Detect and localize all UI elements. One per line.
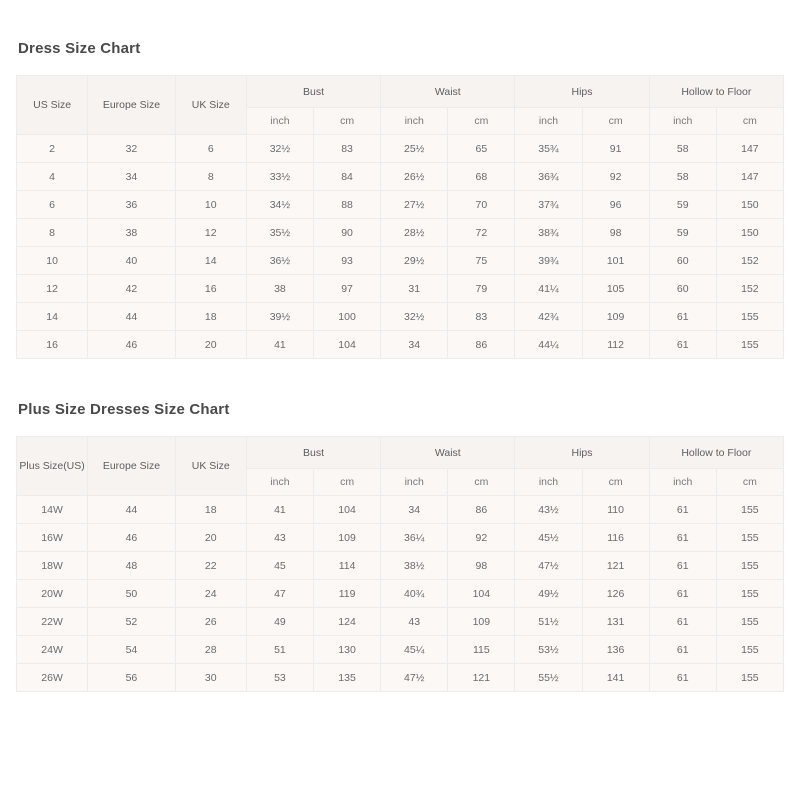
cell-hollow-cm: 155 [716, 331, 783, 359]
table-row [17, 135, 784, 163]
cell-waist-cm: 83 [448, 303, 515, 331]
cell-hips-inch: 41¼ [515, 275, 582, 303]
cell-hips-cm: 126 [582, 580, 649, 608]
cell-bust-cm: 124 [314, 608, 381, 636]
cell-waist-inch: 26½ [381, 163, 448, 191]
cell-waist-inch: 43 [381, 608, 448, 636]
page-title-dress-size-chart: Dress Size Chart [18, 40, 141, 57]
cell-us-size: 2 [17, 135, 88, 163]
unit-hollow-inch: inch [649, 108, 716, 135]
cell-hollow-inch: 61 [649, 496, 716, 524]
cell-hollow-inch: 58 [649, 135, 716, 163]
cell-europe-size: 46 [88, 331, 175, 359]
cell-waist-cm: 72 [448, 219, 515, 247]
cell-plus-size: 18W [17, 552, 88, 580]
cell-uk-size: 18 [175, 303, 246, 331]
cell-bust-cm: 104 [314, 496, 381, 524]
cell-hips-inch: 51½ [515, 608, 582, 636]
cell-waist-inch: 36¼ [381, 524, 448, 552]
cell-us-size: 16 [17, 331, 88, 359]
table-row [17, 191, 784, 219]
cell-waist-inch: 29½ [381, 247, 448, 275]
cell-waist-inch: 25½ [381, 135, 448, 163]
cell-hollow-cm: 150 [716, 219, 783, 247]
cell-hips-inch: 53½ [515, 636, 582, 664]
cell-hollow-cm: 147 [716, 135, 783, 163]
cell-hips-inch: 37¾ [515, 191, 582, 219]
cell-hips-inch: 35¾ [515, 135, 582, 163]
table-row [17, 247, 784, 275]
cell-hollow-inch: 61 [649, 331, 716, 359]
cell-bust-inch: 35½ [246, 219, 313, 247]
cell-hips-cm: 98 [582, 219, 649, 247]
cell-waist-cm: 65 [448, 135, 515, 163]
cell-waist-inch: 28½ [381, 219, 448, 247]
column-header-hollow-to-floor: Hollow to Floor [649, 76, 783, 108]
column-header-plus-size-us: Plus Size(US) [17, 437, 88, 496]
cell-uk-size: 26 [175, 608, 246, 636]
cell-us-size: 12 [17, 275, 88, 303]
cell-bust-cm: 109 [314, 524, 381, 552]
cell-us-size: 8 [17, 219, 88, 247]
cell-uk-size: 16 [175, 275, 246, 303]
table-row [17, 331, 784, 359]
cell-hollow-inch: 59 [649, 191, 716, 219]
cell-europe-size: 54 [88, 636, 175, 664]
cell-plus-size: 20W [17, 580, 88, 608]
cell-hips-cm: 109 [582, 303, 649, 331]
column-header-hollow-to-floor: Hollow to Floor [649, 437, 783, 469]
cell-hips-cm: 110 [582, 496, 649, 524]
cell-bust-inch: 36½ [246, 247, 313, 275]
dress-size-chart-body [17, 135, 784, 359]
cell-uk-size: 18 [175, 496, 246, 524]
cell-hips-inch: 55½ [515, 664, 582, 692]
unit-hips-inch: inch [515, 108, 582, 135]
cell-hollow-cm: 155 [716, 524, 783, 552]
cell-europe-size: 34 [88, 163, 175, 191]
table-row [17, 303, 784, 331]
cell-hollow-inch: 61 [649, 608, 716, 636]
cell-plus-size: 24W [17, 636, 88, 664]
cell-bust-inch: 33½ [246, 163, 313, 191]
cell-waist-inch: 47½ [381, 664, 448, 692]
cell-hips-cm: 121 [582, 552, 649, 580]
cell-hollow-inch: 58 [649, 163, 716, 191]
cell-bust-inch: 32½ [246, 135, 313, 163]
cell-us-size: 6 [17, 191, 88, 219]
cell-hollow-cm: 152 [716, 275, 783, 303]
cell-hips-cm: 141 [582, 664, 649, 692]
cell-plus-size: 16W [17, 524, 88, 552]
cell-waist-cm: 86 [448, 496, 515, 524]
cell-waist-cm: 104 [448, 580, 515, 608]
cell-bust-cm: 104 [314, 331, 381, 359]
cell-hips-cm: 92 [582, 163, 649, 191]
cell-uk-size: 28 [175, 636, 246, 664]
cell-plus-size: 26W [17, 664, 88, 692]
unit-hips-inch: inch [515, 469, 582, 496]
column-header-bust: Bust [246, 437, 380, 469]
table-row [17, 219, 784, 247]
column-header-waist: Waist [381, 76, 515, 108]
column-header-uk-size: UK Size [175, 76, 246, 135]
cell-europe-size: 42 [88, 275, 175, 303]
cell-hollow-inch: 61 [649, 552, 716, 580]
cell-bust-inch: 51 [246, 636, 313, 664]
unit-bust-inch: inch [246, 108, 313, 135]
cell-hollow-cm: 155 [716, 608, 783, 636]
cell-hollow-inch: 61 [649, 303, 716, 331]
cell-bust-cm: 114 [314, 552, 381, 580]
cell-hips-inch: 38¾ [515, 219, 582, 247]
cell-bust-inch: 47 [246, 580, 313, 608]
unit-hollow-cm: cm [716, 108, 783, 135]
dress-size-chart-table [16, 75, 784, 359]
cell-hips-cm: 112 [582, 331, 649, 359]
cell-bust-cm: 90 [314, 219, 381, 247]
table-header-row [17, 437, 784, 469]
cell-hips-cm: 131 [582, 608, 649, 636]
cell-hips-inch: 45½ [515, 524, 582, 552]
cell-waist-inch: 45¼ [381, 636, 448, 664]
cell-bust-inch: 39½ [246, 303, 313, 331]
cell-hollow-cm: 155 [716, 496, 783, 524]
cell-bust-inch: 41 [246, 331, 313, 359]
column-header-waist: Waist [381, 437, 515, 469]
cell-europe-size: 44 [88, 303, 175, 331]
cell-europe-size: 46 [88, 524, 175, 552]
cell-uk-size: 24 [175, 580, 246, 608]
unit-waist-inch: inch [381, 469, 448, 496]
table-row [17, 275, 784, 303]
cell-waist-inch: 27½ [381, 191, 448, 219]
column-header-hips: Hips [515, 76, 649, 108]
plus-size-chart-body [17, 496, 784, 692]
cell-hollow-cm: 147 [716, 163, 783, 191]
unit-bust-cm: cm [314, 108, 381, 135]
cell-hips-cm: 116 [582, 524, 649, 552]
cell-waist-cm: 121 [448, 664, 515, 692]
unit-hips-cm: cm [582, 469, 649, 496]
plus-size-chart-table [16, 436, 784, 692]
column-header-europe-size: Europe Size [88, 76, 175, 135]
cell-hips-inch: 43½ [515, 496, 582, 524]
cell-hollow-cm: 155 [716, 580, 783, 608]
cell-hips-cm: 105 [582, 275, 649, 303]
cell-bust-inch: 34½ [246, 191, 313, 219]
table-row [17, 552, 784, 580]
cell-waist-cm: 115 [448, 636, 515, 664]
cell-us-size: 4 [17, 163, 88, 191]
table-row [17, 524, 784, 552]
cell-hollow-cm: 155 [716, 303, 783, 331]
table-header-row [17, 76, 784, 108]
cell-waist-cm: 79 [448, 275, 515, 303]
cell-hips-inch: 39¾ [515, 247, 582, 275]
cell-uk-size: 8 [175, 163, 246, 191]
cell-waist-inch: 32½ [381, 303, 448, 331]
cell-bust-inch: 38 [246, 275, 313, 303]
cell-waist-inch: 34 [381, 331, 448, 359]
unit-hollow-inch: inch [649, 469, 716, 496]
cell-europe-size: 32 [88, 135, 175, 163]
cell-hips-cm: 96 [582, 191, 649, 219]
cell-waist-cm: 68 [448, 163, 515, 191]
unit-bust-inch: inch [246, 469, 313, 496]
cell-europe-size: 50 [88, 580, 175, 608]
cell-waist-inch: 38½ [381, 552, 448, 580]
table-row [17, 636, 784, 664]
cell-bust-cm: 135 [314, 664, 381, 692]
cell-us-size: 14 [17, 303, 88, 331]
cell-waist-cm: 70 [448, 191, 515, 219]
cell-waist-cm: 92 [448, 524, 515, 552]
column-header-europe-size: Europe Size [88, 437, 175, 496]
column-header-uk-size: UK Size [175, 437, 246, 496]
cell-hollow-cm: 155 [716, 552, 783, 580]
section-divider [16, 359, 784, 401]
column-header-bust: Bust [246, 76, 380, 108]
cell-bust-inch: 45 [246, 552, 313, 580]
unit-hips-cm: cm [582, 108, 649, 135]
cell-uk-size: 10 [175, 191, 246, 219]
cell-hollow-inch: 60 [649, 247, 716, 275]
cell-plus-size: 22W [17, 608, 88, 636]
cell-hollow-inch: 61 [649, 580, 716, 608]
cell-hips-inch: 36¾ [515, 163, 582, 191]
cell-hollow-inch: 61 [649, 524, 716, 552]
cell-hips-inch: 44¼ [515, 331, 582, 359]
cell-hollow-inch: 61 [649, 664, 716, 692]
cell-hollow-inch: 60 [649, 275, 716, 303]
cell-waist-inch: 31 [381, 275, 448, 303]
unit-bust-cm: cm [314, 469, 381, 496]
column-header-us-size: US Size [17, 76, 88, 135]
cell-waist-cm: 75 [448, 247, 515, 275]
cell-hips-inch: 42¾ [515, 303, 582, 331]
table-row [17, 496, 784, 524]
cell-plus-size: 14W [17, 496, 88, 524]
table-row [17, 608, 784, 636]
cell-us-size: 10 [17, 247, 88, 275]
cell-europe-size: 38 [88, 219, 175, 247]
cell-hips-cm: 101 [582, 247, 649, 275]
cell-waist-inch: 34 [381, 496, 448, 524]
column-header-hips: Hips [515, 437, 649, 469]
cell-hips-cm: 136 [582, 636, 649, 664]
cell-hollow-inch: 59 [649, 219, 716, 247]
page-title-plus-size-chart: Plus Size Dresses Size Chart [18, 401, 230, 418]
cell-uk-size: 6 [175, 135, 246, 163]
cell-bust-cm: 100 [314, 303, 381, 331]
unit-waist-inch: inch [381, 108, 448, 135]
cell-waist-inch: 40¾ [381, 580, 448, 608]
cell-europe-size: 52 [88, 608, 175, 636]
cell-hollow-cm: 152 [716, 247, 783, 275]
cell-bust-cm: 83 [314, 135, 381, 163]
cell-bust-cm: 93 [314, 247, 381, 275]
cell-hollow-inch: 61 [649, 636, 716, 664]
cell-europe-size: 40 [88, 247, 175, 275]
cell-bust-inch: 49 [246, 608, 313, 636]
unit-waist-cm: cm [448, 469, 515, 496]
cell-bust-inch: 53 [246, 664, 313, 692]
cell-europe-size: 48 [88, 552, 175, 580]
cell-uk-size: 20 [175, 524, 246, 552]
cell-bust-cm: 130 [314, 636, 381, 664]
table-row [17, 664, 784, 692]
cell-hollow-cm: 150 [716, 191, 783, 219]
cell-bust-inch: 41 [246, 496, 313, 524]
cell-uk-size: 30 [175, 664, 246, 692]
cell-hips-inch: 47½ [515, 552, 582, 580]
cell-hollow-cm: 155 [716, 664, 783, 692]
cell-bust-cm: 84 [314, 163, 381, 191]
table-row [17, 163, 784, 191]
cell-europe-size: 56 [88, 664, 175, 692]
cell-hips-cm: 91 [582, 135, 649, 163]
cell-europe-size: 44 [88, 496, 175, 524]
cell-uk-size: 22 [175, 552, 246, 580]
cell-uk-size: 12 [175, 219, 246, 247]
unit-hollow-cm: cm [716, 469, 783, 496]
cell-uk-size: 20 [175, 331, 246, 359]
table-row [17, 580, 784, 608]
cell-waist-cm: 86 [448, 331, 515, 359]
cell-bust-cm: 97 [314, 275, 381, 303]
cell-waist-cm: 109 [448, 608, 515, 636]
cell-uk-size: 14 [175, 247, 246, 275]
cell-europe-size: 36 [88, 191, 175, 219]
unit-waist-cm: cm [448, 108, 515, 135]
cell-bust-cm: 88 [314, 191, 381, 219]
cell-hips-inch: 49½ [515, 580, 582, 608]
cell-waist-cm: 98 [448, 552, 515, 580]
cell-bust-cm: 119 [314, 580, 381, 608]
cell-hollow-cm: 155 [716, 636, 783, 664]
cell-bust-inch: 43 [246, 524, 313, 552]
